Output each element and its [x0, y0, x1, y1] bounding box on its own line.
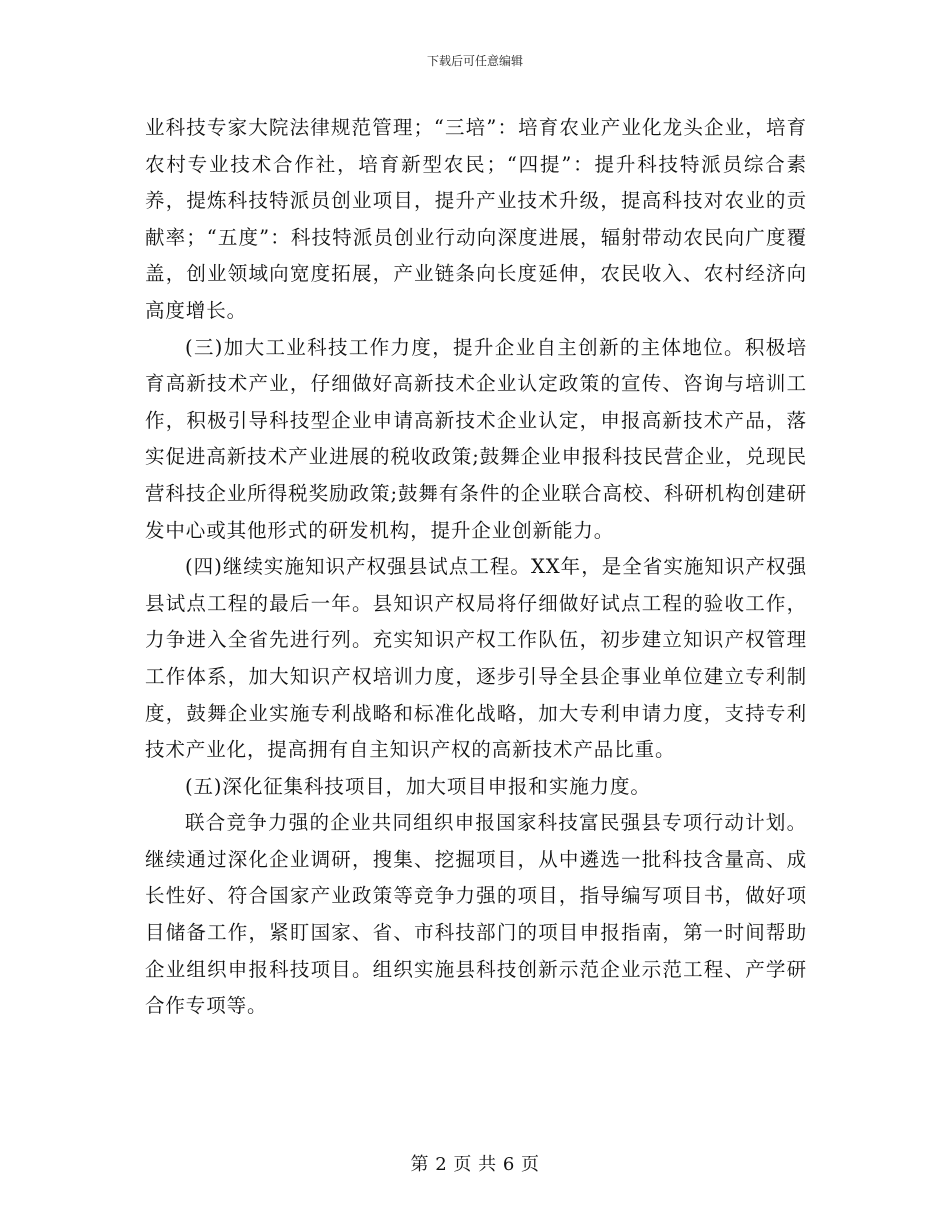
footer-prefix: 第 [410, 1154, 429, 1175]
footer-suffix: 页 [521, 1154, 540, 1175]
paragraph-4: (五)深化征集科技项目，加大项目申报和实施力度。 [185, 774, 651, 798]
paragraph-5: 联合竞争力强的企业共同组织申报国家科技富民强县专项行动计划。继续通过深化企业调研，搜集、挖掘项目，从中遴选一批科技含量高、成长性好、符合国家产业政策等竞争力强的项目，指导编写项目书，做好项目储备工作，紧盯国家、省、市科技部门的项目申报指南，第一时间帮助企业组织申报科技项目。组织实施县科技创新示范企业示范工程、产学研合作专项等。 [145, 811, 807, 1018]
paragraph-2: (三)加大工业科技工作力度，提升企业自主创新的主体地位。积极培育高新技术产业，仔细做好高新技术企业认定政策的宣传、咨询与培训工作，积极引导科技型企业申请高新技术企业认定，申报高新技术产品，落实促进高新技术产业进展的税收政策;鼓舞企业申报科技民营企业，兑现民营科技企业所得税奖励政策;鼓舞有条件的企业联合高校、科研机构创建研发中心或其他形式的研发机构，提升企业创新能力。 [145, 335, 807, 542]
footer-total-pages: 6 [502, 1154, 515, 1175]
page-header: 下载后可任意编辑 [426, 54, 523, 68]
paragraph-1: 业科技专家大院法律规范管理；“三培”：培育农业产业化龙头企业，培育农村专业技术合作社，培育新型农民；“四提”：提升科技特派员综合素养，提炼科技特派员创业项目，提升产业技术升级，提高科技对农业的贡献率；“五度”：科技特派员创业行动向深度进展，辐射带动农民向广度覆盖，创业领域向宽度拓展，产业链条向长度延伸，农民收入、农村经济向高度增长。 [145, 116, 807, 322]
paragraph-3: (四)继续实施知识产权强县试点工程。XX年，是全省实施知识产权强县试点工程的最后一年。县知识产权局将仔细做好试点工程的验收工作，力争进入全省先进行列。充实知识产权工作队伍，初步建立知识产权管理工作体系，加大知识产权培训力度，逐步引导全县企事业单位建立专利制度，鼓舞企业实施专利战略和标准化战略，加大专利申请力度，支持专利技术产业化，提高拥有自主知识产权的高新技术产品比重。 [145, 555, 807, 762]
footer-middle: 页 共 [453, 1154, 497, 1175]
page-footer [0, 1154, 950, 1176]
footer-current-page: 2 [435, 1154, 448, 1175]
document-body [145, 110, 807, 1025]
